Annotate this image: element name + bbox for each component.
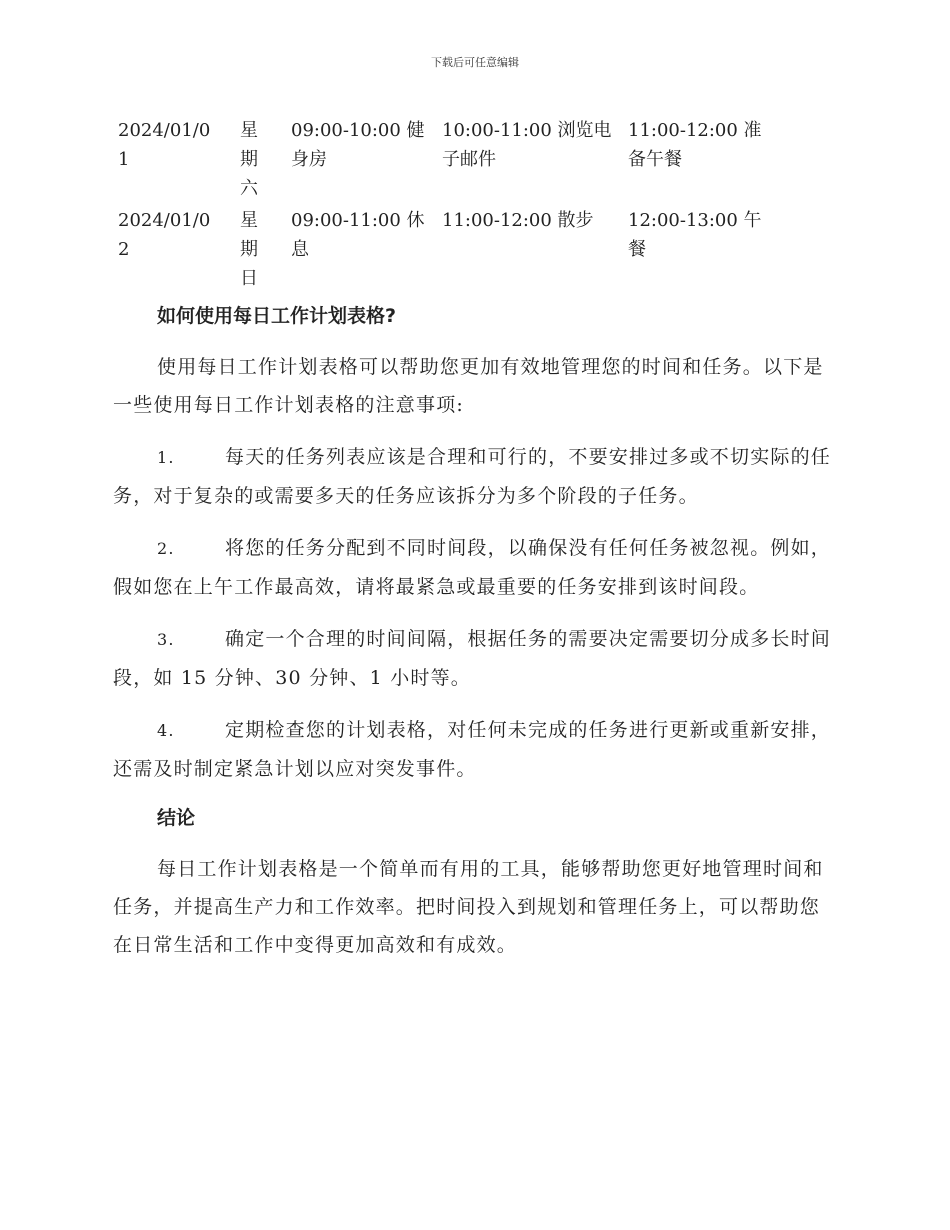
time-slot-cell: 11:00-12:00 散步	[442, 210, 594, 231]
list-item-text: 将您的任务分配到不同时间段，以确保没有任何任务被忽视。例如，假如您在上午工作最高效，请将最紧急或最重要的任务安排到该时间段。	[113, 537, 832, 598]
list-item	[113, 529, 837, 606]
list-item-text: 定期检查您的计划表格，对任何未完成的任务进行更新或重新安排，还需及时制定紧急计划以应对突发事件。	[113, 719, 832, 780]
usage-intro-paragraph: 使用每日工作计划表格可以帮助您更加有效地管理您的时间和任务。以下是一些使用每日工作计划表格的注意事项:	[113, 356, 824, 416]
list-item	[113, 620, 837, 697]
list-item-number: 3.	[157, 630, 175, 649]
conclusion-paragraph: 每日工作计划表格是一个简单而有用的工具，能够帮助您更好地管理时间和任务，并提高生产力和工作效率。把时间投入到规划和管理任务上，可以帮助您在日常生活和工作中变得更加高效和有成效。	[113, 858, 824, 956]
section-heading-usage: 如何使用每日工作计划表格?	[157, 305, 397, 327]
list-item-text: 每天的任务列表应该是合理和可行的，不要安排过多或不切实际的任务，对于复杂的或需要多天的任务应该拆分为多个阶段的子任务。	[113, 446, 832, 507]
list-item-number: 2.	[157, 539, 175, 558]
list-item-text: 确定一个合理的时间间隔，根据任务的需要决定需要切分成多长时间段，如 15 分钟、30 分钟、1 小时等。	[113, 628, 832, 689]
time-slot-cell: 11:00-12:00 准备午餐	[628, 120, 762, 170]
table-row	[118, 116, 838, 206]
list-item	[113, 438, 837, 515]
date-cell: 2024/01/01	[118, 120, 211, 170]
list-item-number: 1.	[157, 448, 175, 467]
date-cell: 2024/01/02	[118, 210, 211, 260]
time-slot-cell: 12:00-13:00 午餐	[628, 210, 762, 260]
list-item	[113, 711, 837, 788]
time-slot-cell: 09:00-11:00 休息	[291, 210, 425, 260]
weekday-cell: 星期日	[240, 210, 258, 289]
table-row	[118, 206, 838, 296]
time-slot-cell: 10:00-11:00 浏览电子邮件	[442, 120, 612, 170]
schedule-table	[118, 116, 838, 296]
page-header: 下载后可任意编辑	[431, 56, 519, 69]
document-body	[113, 300, 837, 978]
section-heading-conclusion: 结论	[157, 807, 196, 829]
time-slot-cell: 09:00-10:00 健身房	[291, 120, 425, 170]
list-item-number: 4.	[157, 721, 175, 740]
weekday-cell: 星期六	[240, 120, 258, 199]
